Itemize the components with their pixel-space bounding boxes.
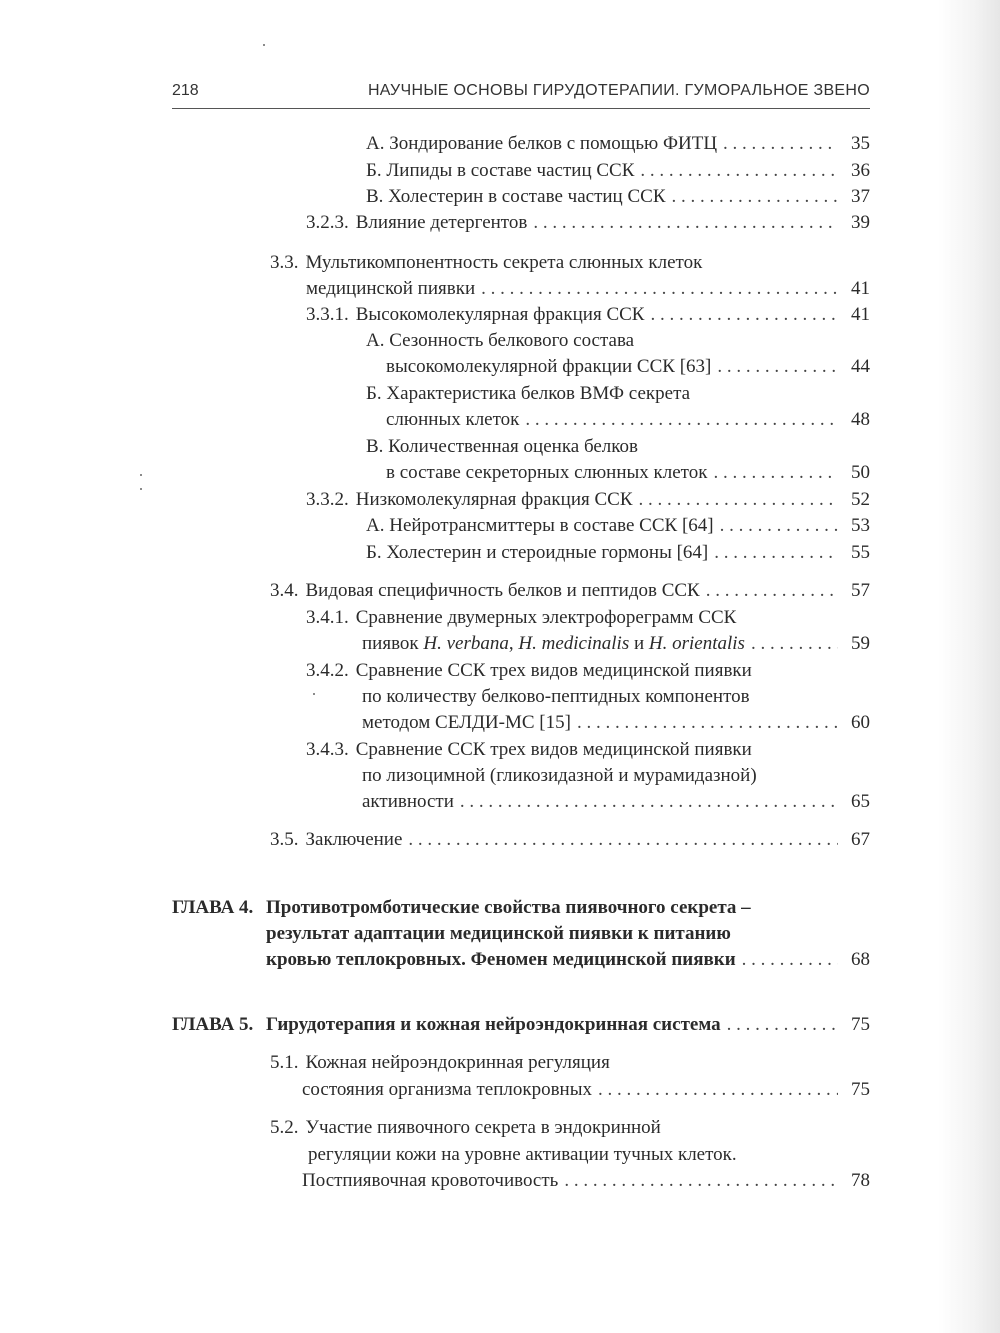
toc-entry-number: 3.4.1. [306,607,349,628]
toc-entry-number: 3.4. [270,580,299,601]
toc-entry-text: слюнных клеток [386,409,520,430]
toc-entry-page: 57 [851,580,870,601]
chapter-entry-continuation[interactable] [266,949,870,971]
chapter-entry[interactable] [266,1014,870,1036]
leader-dots [713,462,838,484]
toc-entry-page: 75 [851,1079,870,1100]
toc-entry-page: 41 [851,278,870,299]
leader-dots [727,1014,838,1036]
toc-entry-page: 75 [851,1014,870,1035]
toc-entry-page: 67 [851,829,870,850]
toc-entry-continuation[interactable] [362,686,870,708]
toc-entry-text: по лизоцимной (гликозидазной и мурамидазной) [362,765,757,786]
toc-entry-text: регуляции кожи на уровне активации тучных клеток. [308,1144,737,1165]
toc-entry[interactable] [306,304,870,326]
toc-entry[interactable] [366,383,870,405]
toc-entry-page: 60 [851,712,870,733]
running-header [172,78,870,109]
toc-entry-text: Постпиявочная кровоточивость [302,1170,559,1191]
toc-entry-page: 44 [851,356,870,377]
print-speck [313,693,315,695]
leader-dots [639,489,839,511]
toc-entry-page: 37 [851,186,870,207]
toc-entry-text: Влияние детергентов [355,212,528,233]
toc-entry-page: 41 [851,304,870,325]
toc-entry-text: А. Зондирование белков с помощью ФИТЦ [366,133,718,154]
toc-entry[interactable] [306,607,870,629]
toc-entry-text: Мультикомпонентность секрета слюнных клеток [305,252,703,273]
leader-dots [650,304,838,326]
toc-entry[interactable] [366,330,870,352]
toc-entry-number: 3.5. [270,829,299,850]
toc-entry[interactable] [306,212,870,234]
toc-entry-text: методом СЕЛДИ-МС [15] [362,712,571,733]
toc-entry-continuation[interactable] [306,278,870,300]
chapter-entry[interactable] [266,897,870,919]
toc-entry-text: результат адаптации медицинской пиявки к питанию [266,923,731,944]
toc-entry-text: Сравнение ССК трех видов медицинской пиявки [355,739,752,760]
print-speck [263,44,265,46]
leader-dots [525,409,838,431]
toc-entry-number: 3.2.3. [306,212,349,233]
toc-entry-text: А. Сезонность белкового состава [366,330,635,351]
toc-entry-continuation[interactable] [302,1170,870,1192]
toc-entry-continuation[interactable] [302,1079,870,1101]
leader-dots [408,829,838,851]
toc-entry-continuation[interactable] [362,712,870,734]
print-speck [140,474,142,476]
leader-dots [564,1170,838,1192]
toc-entry-number: 3.4.3. [306,739,349,760]
toc-entry-text: Б. Липиды в составе частиц ССК [366,160,635,181]
toc-entry-text: кровью теплокровных. Феномен медицинской пиявки [266,949,736,970]
toc-entry[interactable] [366,160,870,182]
toc-entry[interactable] [270,1052,870,1074]
toc-entry-text: Б. Холестерин и стероидные гормоны [64] [366,542,709,563]
toc-entry-continuation[interactable] [308,1144,870,1166]
toc-entry[interactable] [306,489,870,511]
toc-entry-text: В. Количественная оценка белков [366,436,639,457]
print-speck [140,488,142,490]
toc-entry-continuation[interactable] [362,791,870,813]
toc-entry-page: 48 [851,409,870,430]
toc-entry-text: Б. Характеристика белков ВМФ секрета [366,383,691,404]
toc-entry-text: Видовая специфичность белков и пептидов ССК [305,580,700,601]
toc-entry-text: Кожная нейроэндокринная регуляция [305,1052,610,1073]
toc-entry[interactable] [366,133,870,155]
toc-entry[interactable] [366,515,870,537]
toc-entry-page: 52 [851,489,870,510]
toc-entry-number: 3.4.2. [306,660,349,681]
toc-entry-number: 3.3. [270,252,299,273]
leader-dots [723,133,838,155]
toc-entry-text: А. Нейротрансмиттеры в составе ССК [64] [366,515,714,536]
toc-entry-number: 5.2. [270,1117,299,1138]
toc-entry-page: 39 [851,212,870,233]
leader-dots [706,580,838,602]
toc-entry[interactable] [366,186,870,208]
leader-dots [640,160,838,182]
leader-dots [751,633,838,655]
species-name: H. verbana [423,633,509,654]
toc-entry[interactable] [270,1117,870,1139]
toc-entry-text: Высокомолекулярная фракция ССК [355,304,645,325]
toc-entry-continuation[interactable] [386,356,870,378]
toc-entry-text: Низкомолекулярная фракция ССК [355,489,633,510]
toc-entry-text: по количеству белково-пептидных компонентов [362,686,750,707]
leader-dots [742,949,838,971]
species-name: H. orientalis [648,633,745,654]
toc-entry-number: 5.1. [270,1052,299,1073]
toc-entry-continuation[interactable] [362,765,870,787]
leader-dots [481,278,838,300]
toc-entry-text: Сравнение ССК трех видов медицинской пиявки [355,660,752,681]
toc-entry[interactable] [366,436,870,458]
toc-entry-text: медицинской пиявки [306,278,476,299]
leader-dots [717,356,838,378]
toc-entry-page: 36 [851,160,870,181]
toc-entry-text: В. Холестерин в составе частиц ССК [366,186,666,207]
toc-entry[interactable] [366,542,870,564]
toc-entry[interactable] [306,660,870,682]
toc-entry-text: состояния организма теплокровных [302,1079,592,1100]
page-number: 218 [172,82,199,99]
toc-entry-text: Противотромботические свойства пиявочного секрета – [266,897,751,918]
running-title: НАУЧНЫЕ ОСНОВЫ ГИРУДОТЕРАПИИ. ГУМОРАЛЬНОЕ ЗВЕНО [367,82,870,99]
toc-entry[interactable] [270,580,870,602]
chapter-entry-continuation[interactable] [266,923,870,945]
toc-entry-page: 55 [851,542,870,563]
toc-entry-text: Гирудотерапия и кожная нейроэндокринная система [266,1014,721,1035]
leader-dots [598,1079,838,1101]
toc-entry-text: Сравнение двумерных электрофореграмм ССК [355,607,737,628]
toc-entry[interactable] [270,252,870,274]
toc-entry-continuation[interactable] [386,462,870,484]
leader-dots [714,542,838,564]
toc-entry-continuation[interactable] [386,409,870,431]
toc-entry-page: 68 [851,949,870,970]
leader-dots [460,791,838,813]
toc-entry-text: Участие пиявочного секрета в эндокринной [305,1117,661,1138]
chapter-label: ГЛАВА 5. [172,1014,254,1035]
toc-entry-continuation[interactable] [362,633,870,655]
toc-entry[interactable] [306,739,870,761]
toc-entry-number: 3.3.1. [306,304,349,325]
toc-entry-page: 65 [851,791,870,812]
leader-dots [533,212,838,234]
toc-entry-number: 3.3.2. [306,489,349,510]
toc-entry-page: 50 [851,462,870,483]
toc-entry-text: в составе секреторных слюнных клеток [386,462,708,483]
toc-entry-text: Заключение [305,829,403,850]
species-name: H. medicinalis [518,633,630,654]
toc-entry-text: активности [362,791,454,812]
toc-entry-page: 35 [851,133,870,154]
leader-dots [577,712,838,734]
toc-entry-page: 53 [851,515,870,536]
toc-entry-page: 59 [851,633,870,654]
chapter-label: ГЛАВА 4. [172,897,254,918]
leader-dots [672,186,839,208]
leader-dots [720,515,838,537]
toc-entry[interactable] [270,829,870,851]
page-edge-shadow [938,0,1000,1333]
toc-entry-page: 78 [851,1170,870,1191]
toc-entry-text: пиявок H. verbana, H. medicinalis и H. orientalis [362,633,745,654]
toc-entry-text: высокомолекулярной фракции ССК [63] [386,356,712,377]
